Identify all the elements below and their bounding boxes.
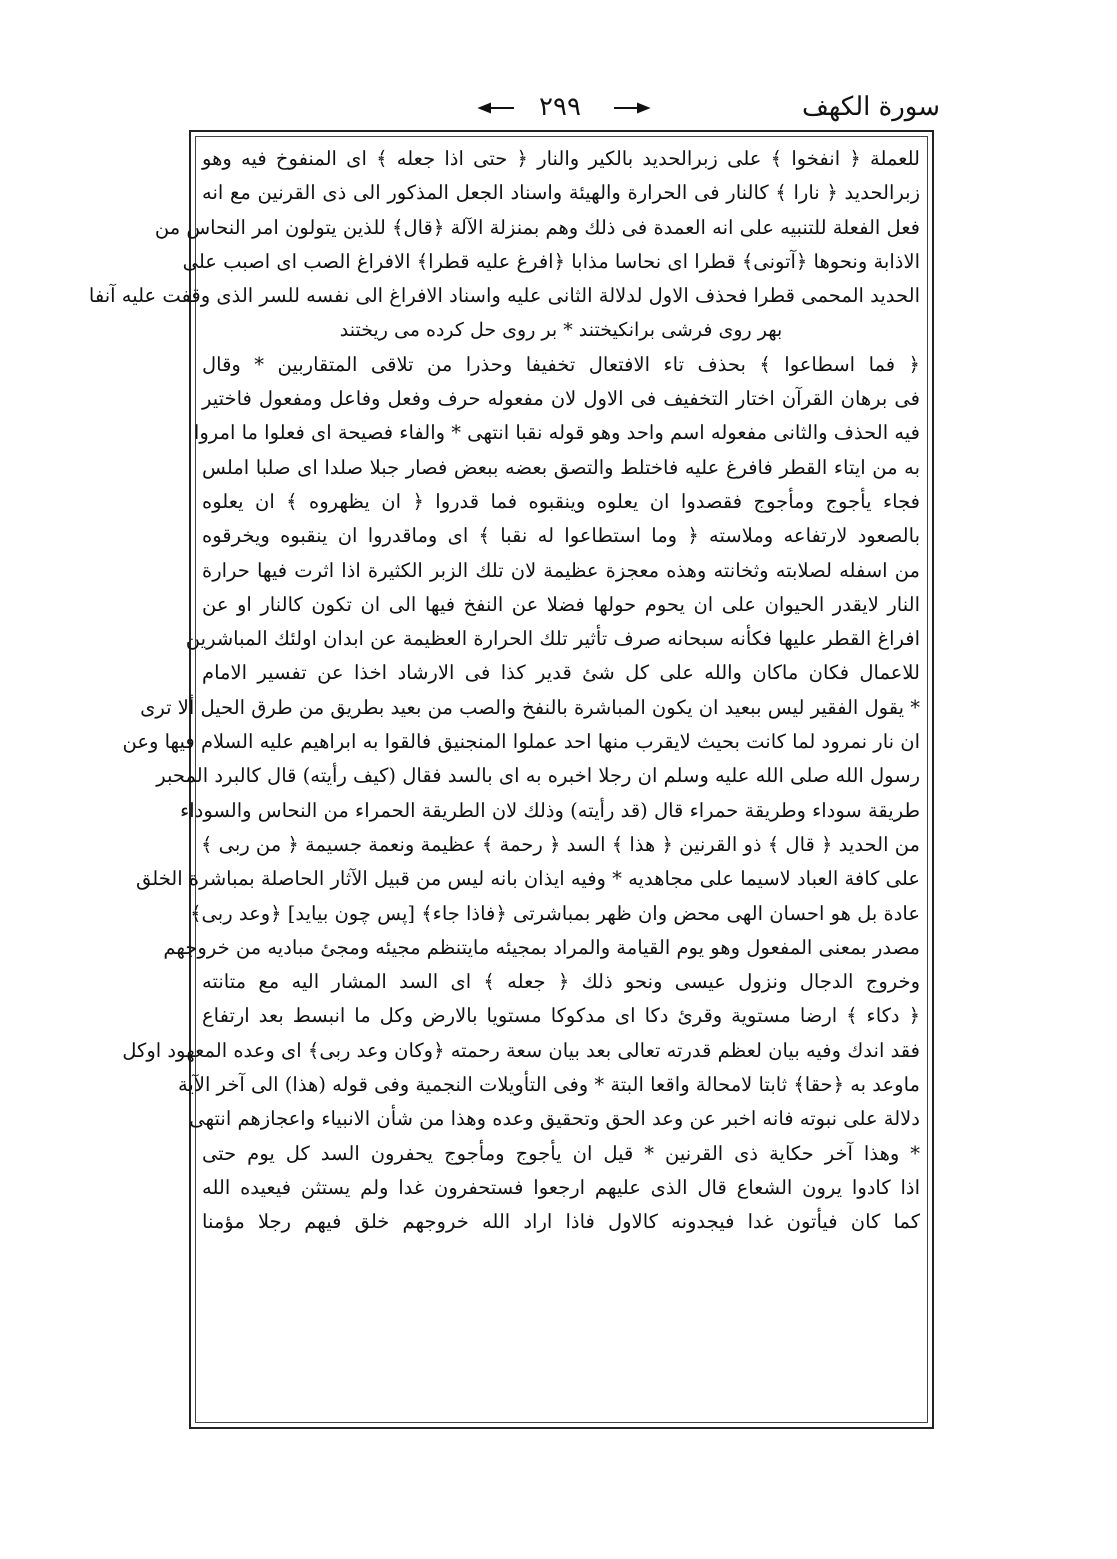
ornament-left-icon — [480, 104, 514, 112]
surah-name: سورة الكهف — [801, 92, 940, 122]
text-line: على كافة العباد لاسيما على مجاهديه * وفيه ايذان بانه ليس من قبيل الآثار الحاصلة بمباشرة الخلق — [136, 867, 920, 891]
text-line: ﴿ فما اسطاعوا ﴾ بحذف تاء الافتعال تخفيفا وحذرا من تلاقى المتقاربين * وقال — [202, 352, 920, 376]
text-line: ان نار نمرود لما كانت بحيث لايقرب منها احد عملوا المنجنيق فالقوا به ابراهيم عليه السلام فيها وعن — [122, 730, 920, 754]
text-line: بهر روى فرشى برانكيختند * بر روى حل كرده مى ريختند — [339, 319, 783, 342]
text-line: النار لايقدر الحيوان على ان يحوم حولها فضلا عن النفخ فيها الى ان تكون كالنار او عن — [202, 592, 920, 616]
text-line: فقد اندك وفيه بيان لعظم قدرته تعالى بعد بيان سعة رحمته ﴿وكان وعد ربى﴾ اى وعده المعهود اوكل — [122, 1038, 920, 1062]
text-line: مصدر بمعنى المفعول وهو يوم القيامة والمراد بمجيئه مايتنظم مجيئه ومجئ مباديه من خروجهم — [163, 935, 920, 959]
text-line: زبرالحديد ﴿ نارا ﴾ كالنار فى الحرارة والهيئة واسناد الجعل المذكور الى ذى القرنين مع انه — [202, 181, 920, 205]
body-text — [88, 142, 921, 1240]
text-line: رسول الله صلى الله عليه وسلم ان رجلا اخبره به اى بالسد فقال (كيف رأيته) قال كالبرد المحبر — [156, 764, 920, 788]
text-line: وخروج الدجال ونزول عيسى ونحو ذلك ﴿ جعله ﴾ اى السد المشار اليه مع متانته — [202, 970, 921, 994]
text-line: الاذابة ونحوها ﴿آتونى﴾ قطرا اى نحاسا مذابا ﴿افرغ عليه قطرا﴾ الافراغ الصب اى اصبب على — [182, 249, 920, 273]
text-line: ﴿ دكاء ﴾ ارضا مستوية وقرئ دكا اى مدكوكا مستويا بالارض وكل ما انبسط بعد ارتفاع — [202, 1004, 920, 1028]
text-line: * يقول الفقير ليس ببعيد ان يكون المباشرة بالنفخ والصب من بعيد بطريق من طرق الحيل ألا ترى — [140, 695, 920, 719]
text-line: الحديد المحمى قطرا فحذف الاول لدلالة الثانى عليه واسناد الافراغ الى نفسه للسر الذى وقفت عليه آنفا — [88, 284, 920, 308]
text-line: افراغ القطر عليها فكأنه سبحانه صرف تأثير تلك الحرارة العظيمة عن ابدان اولئك المباشرين — [185, 627, 920, 651]
text-line: به من ايتاء القطر فافرغ عليه فاختلط والتصق بعضه ببعض فصار جبلا صلدا اى صلبا املس — [202, 455, 920, 479]
text-line: من اسفله لصلابته وثخانته وهذه معجزة عظيمة لان تلك الزبر الكثيرة اذا اثرت فيها حرارة — [202, 558, 920, 582]
text-line: من الحديد ﴿ قال ﴾ ذو القرنين ﴿ هذا ﴾ السد ﴿ رحمة ﴾ عظيمة ونعمة جسيمة ﴿ من ربى ﴾ — [201, 832, 920, 856]
text-line: فيه الحذف والثانى مفعوله اسم واحد وهو قوله نقبا انتهى * والفاء فصيحة اى فعلوا ما امروا — [193, 421, 920, 445]
text-line: فى برهان القرآن اختار التخفيف فى الاول لان مفعوله حرف وفعل وفاعل ومفعول فاختير — [202, 387, 920, 411]
text-line: اذا كادوا يرون الشعاع قال الذى عليهم ارجعوا فستحفرون غدا ولم يستثن فيعيده الله — [202, 1175, 920, 1199]
text-line: فجاء يأجوج ومأجوج فقصدوا ان يعلوه وينقبوه فما قدروا ﴿ ان يظهروه ﴾ ان يعلوه — [202, 489, 920, 513]
text-line: بالصعود لارتفاعه وملاسته ﴿ وما استطاعوا له نقبا ﴾ اى وماقدروا ان ينقبوه ويخرقوه — [202, 524, 920, 548]
text-line: عادة بل هو احسان الهى محض وان ظهر بمباشرتى ﴿فاذا جاء﴾ [پس چون بيايد] ﴿وعد ربى﴾ — [190, 901, 920, 925]
text-line: فعل الفعلة للتنبيه على انه العمدة فى ذلك وهم بمنزلة الآلة ﴿قال﴾ للذين يتولون امر النحاس من — [154, 215, 920, 239]
text-line: * وهذا آخر حكاية ذى القرنين * قيل ان يأجوج ومأجوج يحفرون السد كل يوم حتى — [202, 1141, 920, 1165]
text-line: للعملة ﴿ انفخوا ﴾ على زبرالحديد بالكير والنار ﴿ حتى اذا جعله ﴾ اى المنفوخ فيه وهو — [202, 147, 920, 170]
text-line: دلالة على نبوته فانه اخبر عن وعد الحق وتحقيق وعده وهذا من شأن الانبياء واعجازهم انتهى — [189, 1107, 920, 1131]
page-header — [180, 92, 940, 128]
text-line: للاعمال فكان ماكان والله على كل شئ قدير كذا فى الارشاد اخذا عن تفسير الامام — [202, 661, 920, 685]
text-line: كما كان فيأتون غدا فيجدونه كالاول فاذا اراد الله خروجهم خلق فيهم رجلا مؤمنا — [202, 1210, 920, 1234]
text-line: طريقة سوداء وطريقة حمراء قال (قد رأيته) وذلك لان الطريقة الحمراء من النحاس والسوداء — [180, 798, 920, 822]
text-line: ماوعد به ﴿حقا﴾ ثابتا لامحالة واقعا البتة * وفى التأويلات النجمية وفى قوله (هذا) الى آخر الآية — [177, 1073, 920, 1097]
ornament-right-icon — [614, 104, 648, 112]
page-number: ٢٩٩ — [539, 92, 581, 122]
